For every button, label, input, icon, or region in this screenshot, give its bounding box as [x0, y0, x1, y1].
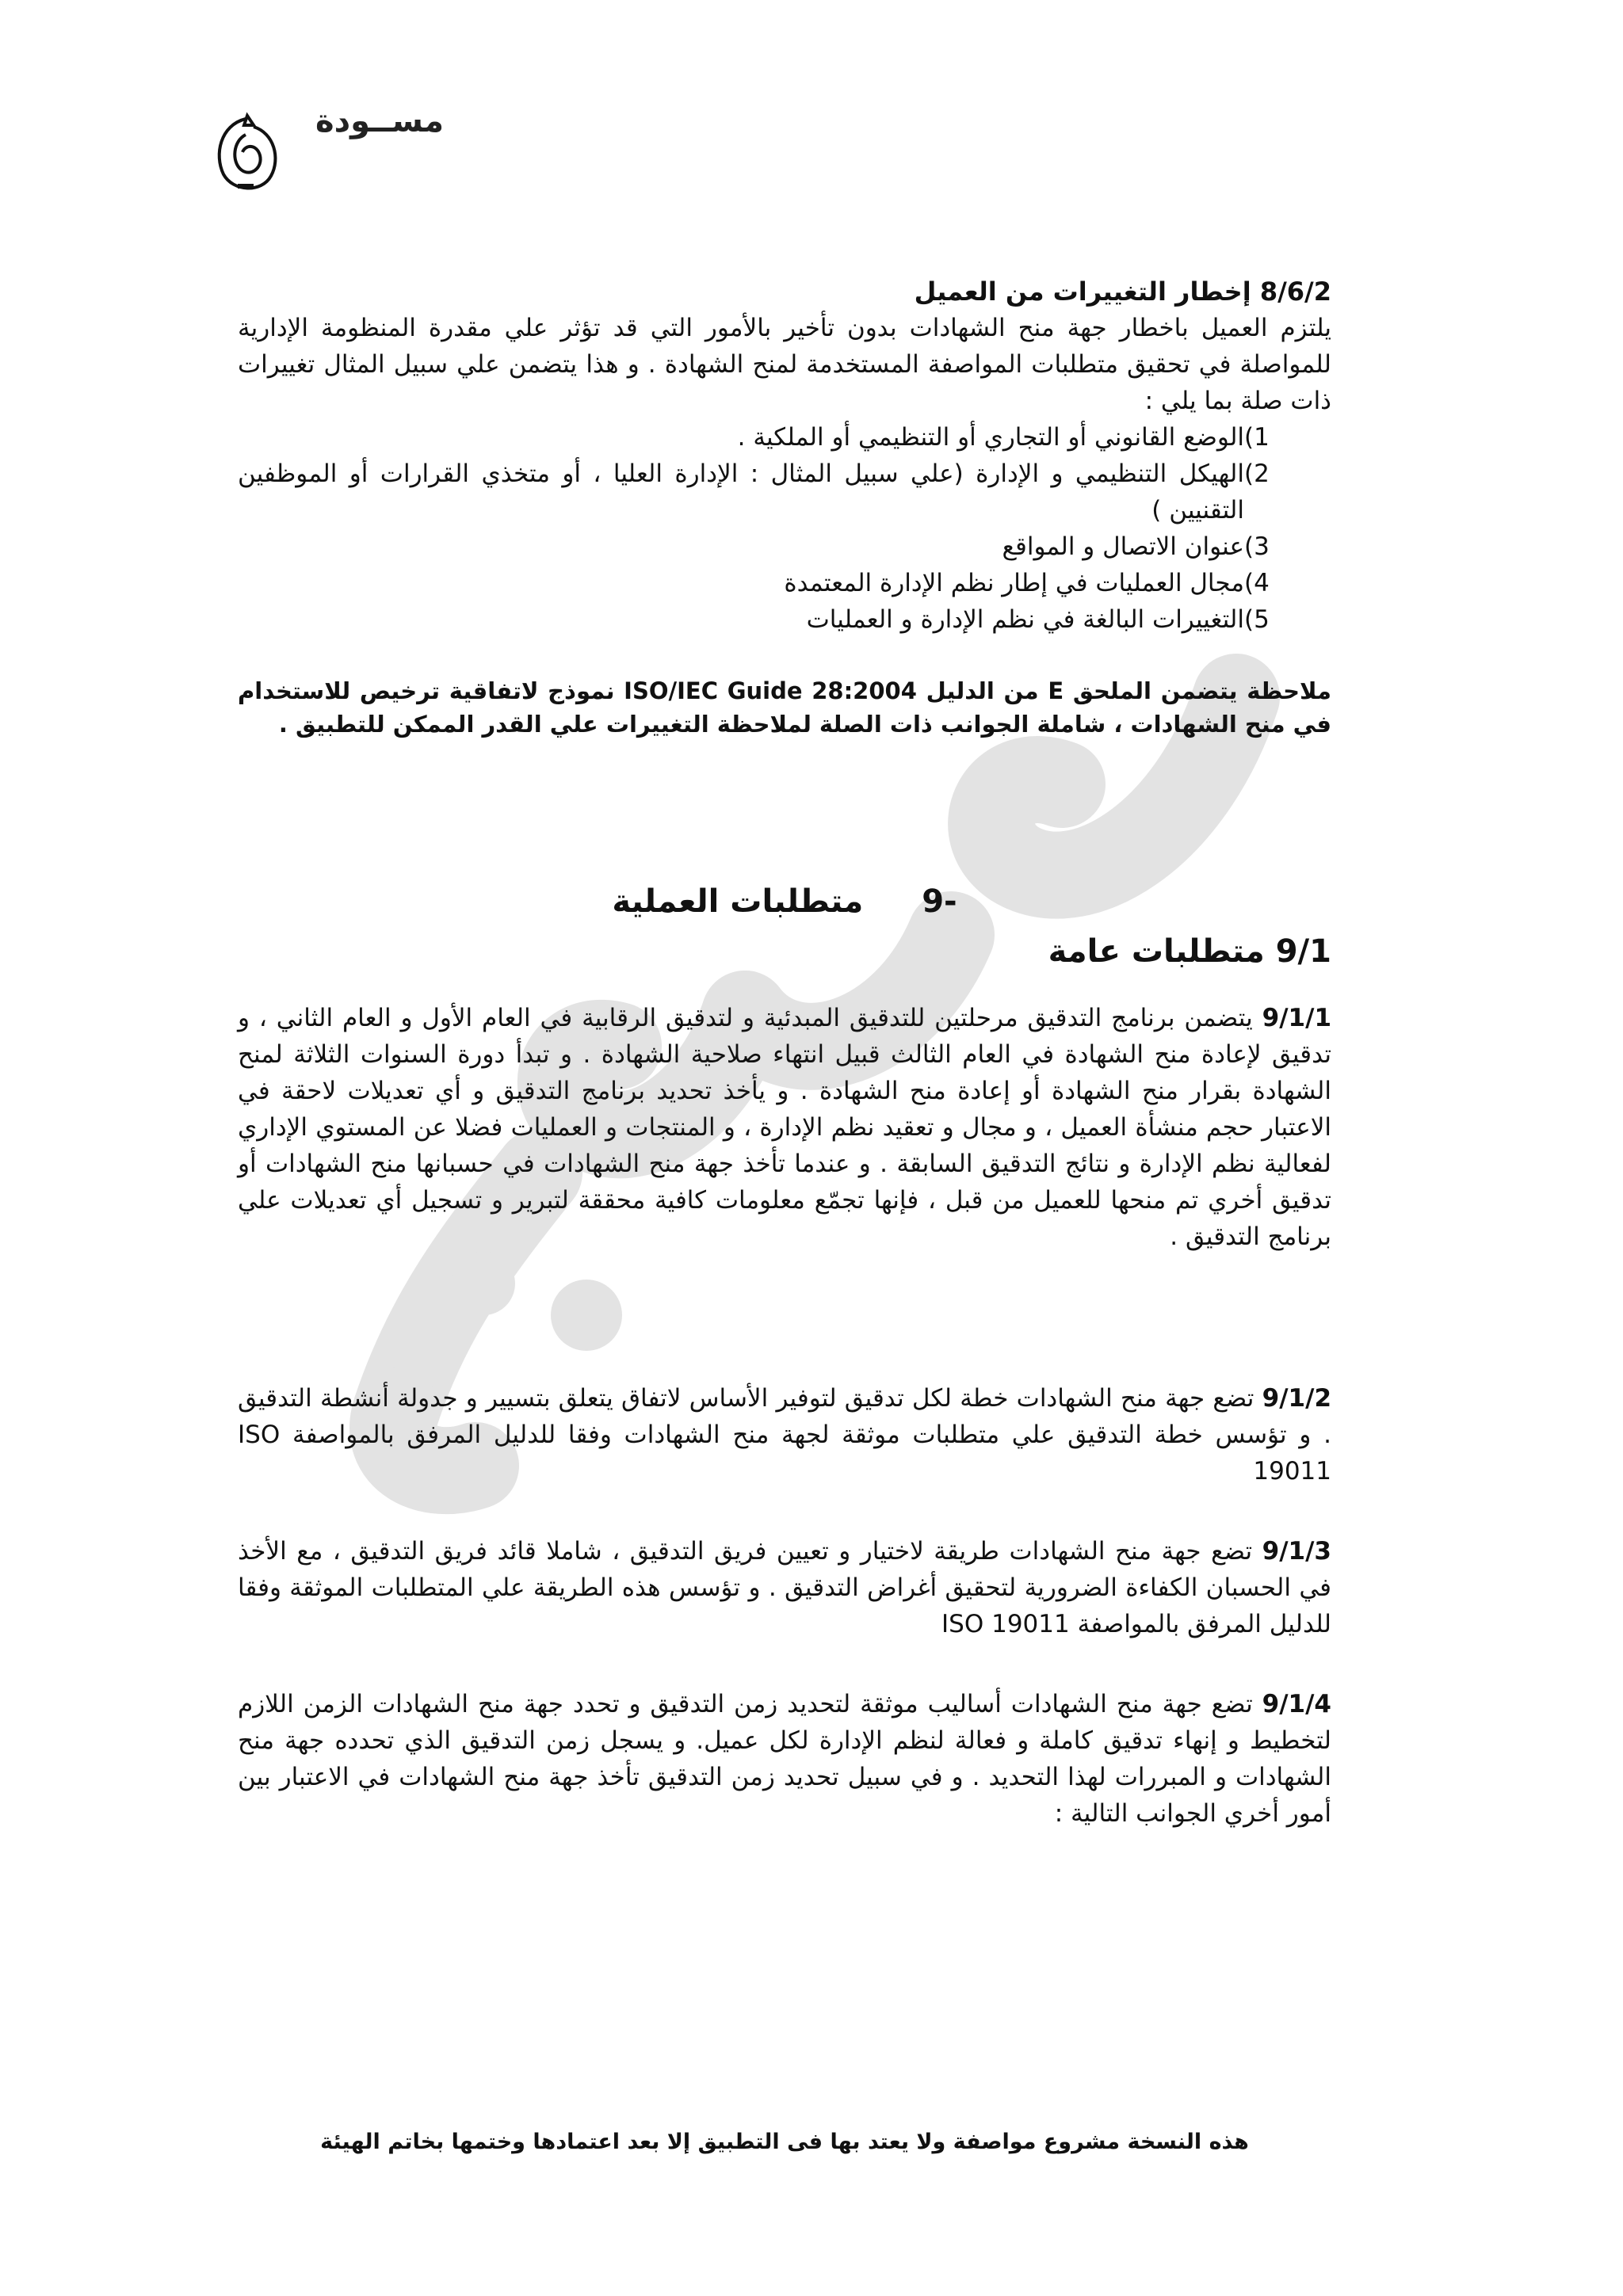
changes-list	[238, 419, 1331, 638]
note-paragraph: ملاحظة يتضمن الملحق E من الدليل ISO/IEC Guide 28:2004 نموذج لاتفاقية ترخيص للاستخدام في منح الشهادات ، شاملة الجوانب ذات الصلة لملاحظة التغييرات علي القدر الممكن للتطبيق .	[238, 677, 1331, 738]
list-item-text: الهيكل التنظيمي و الإدارة (علي سبيل المثال : الإدارة العليا ، أو متخذي القرارات أو الموظفين التقنيين )	[238, 460, 1244, 524]
page-header	[190, 87, 444, 206]
clause-paragraph	[238, 1380, 1331, 1489]
list-item	[238, 565, 1331, 601]
clause-number: 9/1/4	[1262, 1690, 1331, 1718]
clause-9-1-3	[238, 1533, 1331, 1642]
chapter-number: -9	[922, 883, 957, 920]
draft-label: مســودة	[315, 103, 444, 139]
organization-logo-icon	[206, 111, 285, 198]
chapter-heading	[238, 883, 1331, 920]
list-item-number: 4)	[1244, 569, 1270, 597]
section-intro	[238, 310, 1331, 419]
subsection-heading: 9/1 متطلبات عامة	[1048, 933, 1331, 970]
clause-number: 9/1/3	[1262, 1537, 1331, 1566]
clause-paragraph	[238, 1686, 1331, 1832]
list-item-number: 3)	[1244, 532, 1270, 561]
list-item-text: الوضع القانوني أو التجاري أو التنظيمي أو الملكية .	[737, 423, 1244, 452]
list-item-text: التغييرات البالغة في نظم الإدارة و العمليات	[806, 605, 1244, 634]
clause-9-1-2	[238, 1380, 1331, 1489]
list-item-text: مجال العمليات في إطار نظم الإدارة المعتمدة	[784, 569, 1244, 597]
clause-text: تضع جهة منح الشهادات أساليب موثقة لتحديد زمن التدقيق و تحدد جهة منح الشهادات الزمن اللازم لتخطيط و إنهاء تدقيق كاملة و فعالة لنظم الإدارة لكل عميل. و يسجل زمن التدقيق الذي تحدده جهة منح الشهادات و المبررات لهذا التحديد . و في سبيل تحديد زمن التدقيق تأخذ جهة منح الشهادات في الاعتبار بين أمور أخري الجوانب التالية :	[238, 1690, 1331, 1828]
list-item	[238, 456, 1331, 528]
clause-number: 9/1/1	[1262, 1004, 1332, 1032]
list-item-text: عنوان الاتصال و المواقع	[1002, 532, 1244, 561]
clause-number: 9/1/2	[1262, 1384, 1332, 1413]
clause-text: تضع جهة منح الشهادات خطة لكل تدقيق لتوفير الأساس لاتفاق يتعلق بتسيير و جدولة أنشطة التدقيق . و تؤسس خطة التدقيق علي متطلبات موثقة لجهة منح الشهادات وفقا للدليل المرفق بالمواصفة ISO 19011	[238, 1384, 1331, 1486]
clause-9-1-4	[238, 1686, 1331, 1832]
clause-paragraph	[238, 1533, 1331, 1642]
clause-text: تضع جهة منح الشهادات طريقة لاختيار و تعيين فريق التدقيق ، شاملا قائد فريق التدقيق ، مع الأخذ في الحسبان الكفاءة الضرورية لتحقيق أغراض التدقيق . و تؤسس هذه الطريقة علي المتطلبات الموثقة وفقا للدليل المرفق بالمواصفة ISO 19011	[238, 1537, 1331, 1638]
page-footer: هذه النسخة مشروع مواصفة ولا يعتد بها فى التطبيق إلا بعد اعتمادها وختمها بخاتم الهيئة	[320, 2130, 1249, 2154]
list-item	[238, 419, 1331, 456]
list-item	[238, 601, 1331, 638]
list-item-number: 2)	[1244, 460, 1270, 488]
list-item	[238, 528, 1331, 565]
list-item-number: 1)	[1244, 423, 1270, 452]
clause-9-1-1	[238, 1000, 1331, 1255]
section-8-6-2	[238, 273, 1331, 741]
intro-paragraph: يلتزم العميل باخطار جهة منح الشهادات بدون تأخير بالأمور التي قد تؤثر علي مقدرة المنظومة الإدارية للمواصلة في تحقيق متطلبات المواصفة المستخدمة لمنح الشهادة . و هذا يتضمن علي سبيل المثال تغييرات ذات صلة بما يلي :	[238, 314, 1331, 415]
clause-text: يتضمن برنامج التدقيق مرحلتين للتدقيق المبدئية و لتدقيق الرقابية في العام الأول و العام الثاني ، و تدقيق لإعادة منح الشهادة في العام الثالث قبيل انتهاء صلاحية الشهادة . و تبدأ دورة السنوات الثلاثة لمنح الشهادة بقرار منح الشهادة أو إعادة منح الشهادة . و يأخذ تحديد برنامج التدقيق و أي تعديلات لاحقة في الاعتبار حجم منشأة العميل ، و مجال و تعقيد نظم الإدارة ، و المنتجات و العمليات فضلا عن المستوي الإداري لفعالية نظم الإدارة و نتائج التدقيق السابقة . و عندما تأخذ جهة منح الشهادات في حسبانها منح الشهادات أو تدقيق أخري تم منحها للعميل من قبل ، فإنها تجمّع معلومات كافية محققة لتبرير و تسجيل أي تعديلات علي برنامج التدقيق .	[238, 1004, 1331, 1251]
clause-paragraph	[238, 1000, 1331, 1255]
list-item-number: 5)	[1244, 605, 1270, 634]
chapter-title: متطلبات العملية	[612, 883, 864, 920]
section-heading: 8/6/2 إخطار التغييرات من العميل	[914, 277, 1331, 307]
